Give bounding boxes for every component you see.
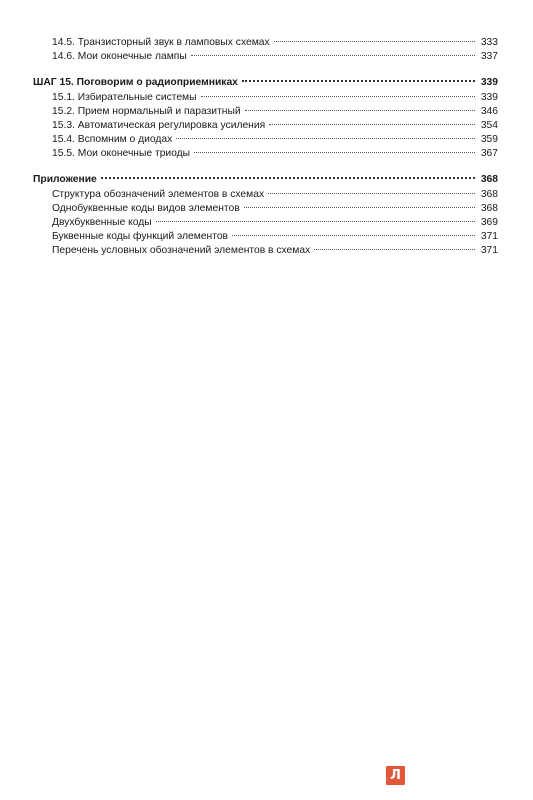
toc-entry-page: 371 [480,231,498,242]
leader-dots [176,138,475,139]
toc-entry-title: Перечень условных обозначений элементов в схемах [52,245,311,256]
toc-chapter-15[interactable] [33,76,498,90]
toc-entry-page: 354 [480,120,498,131]
toc-entry-title: Буквенные коды функций элементов [52,231,229,242]
toc-entry-page: 368 [480,189,498,200]
leader-dots [244,207,475,208]
toc-entry-15-5[interactable] [33,147,498,161]
toc-entry-title: Структура обозначений элементов в схемах [52,189,265,200]
toc-entry-page: 359 [480,134,498,145]
toc-entry-function-codes[interactable] [33,230,498,244]
toc-entry-page: 369 [480,217,498,228]
leader-dots [314,249,475,250]
leader-dots [274,41,475,42]
toc-entry-page: 339 [480,92,498,103]
toc-entry-title: 15.5. Мои оконечные триоды [52,148,191,159]
leader-dots [201,96,475,97]
toc-entry-symbol-list[interactable] [33,244,498,258]
toc-entry-title: 15.4. Вспомним о диодах [52,134,173,145]
toc-entry-title: 15.3. Автоматическая регулировка усиления [52,120,266,131]
toc-entry-14-6[interactable] [33,50,498,64]
leader-dots [156,221,475,222]
leader-dots [101,177,475,179]
toc-entry-15-3[interactable] [33,119,498,133]
toc-chapter-appendix[interactable] [33,173,498,187]
leader-dots [194,152,475,153]
toc-chapter-title: Приложение [33,174,97,185]
toc-entry-15-2[interactable] [33,105,498,119]
toc-entry-page: 371 [480,245,498,256]
leader-dots [268,193,475,194]
toc-entry-title: Двухбуквенные коды [52,217,152,228]
toc-entry-page: 367 [480,148,498,159]
leader-dots [232,235,475,236]
toc-entry-15-4[interactable] [33,133,498,147]
labirint-logo-icon: Л [386,766,405,785]
toc-chapter-title: ШАГ 15. Поговорим о радиоприемниках [33,77,238,88]
toc-entry-page: 337 [480,51,498,62]
leader-dots [191,55,475,56]
toc-chapter-page: 368 [480,174,498,185]
toc-entry-page: 368 [480,203,498,214]
toc-entry-title: 15.2. Прием нормальный и паразитный [52,106,241,117]
toc-entry-title: 14.5. Транзисторный звук в ламповых схемах [52,37,270,48]
toc-entry-title: Однобуквенные коды видов элементов [52,203,240,214]
toc-entry-14-5[interactable] [33,36,498,50]
toc-entry-structure[interactable] [33,188,498,202]
toc-entry-two-letter-codes[interactable] [33,216,498,230]
toc-entry-page: 346 [480,106,498,117]
toc-entry-15-1[interactable] [33,91,498,105]
toc-chapter-page: 339 [480,77,498,88]
toc-entry-title: 14.6. Мои оконечные лампы [52,51,187,62]
toc-entry-page: 333 [480,37,498,48]
leader-dots [269,124,475,125]
toc-entry-single-letter-codes[interactable] [33,202,498,216]
leader-dots [245,110,475,111]
table-of-contents [33,36,498,258]
leader-dots [242,80,475,82]
toc-entry-title: 15.1. Избирательные системы [52,92,197,103]
